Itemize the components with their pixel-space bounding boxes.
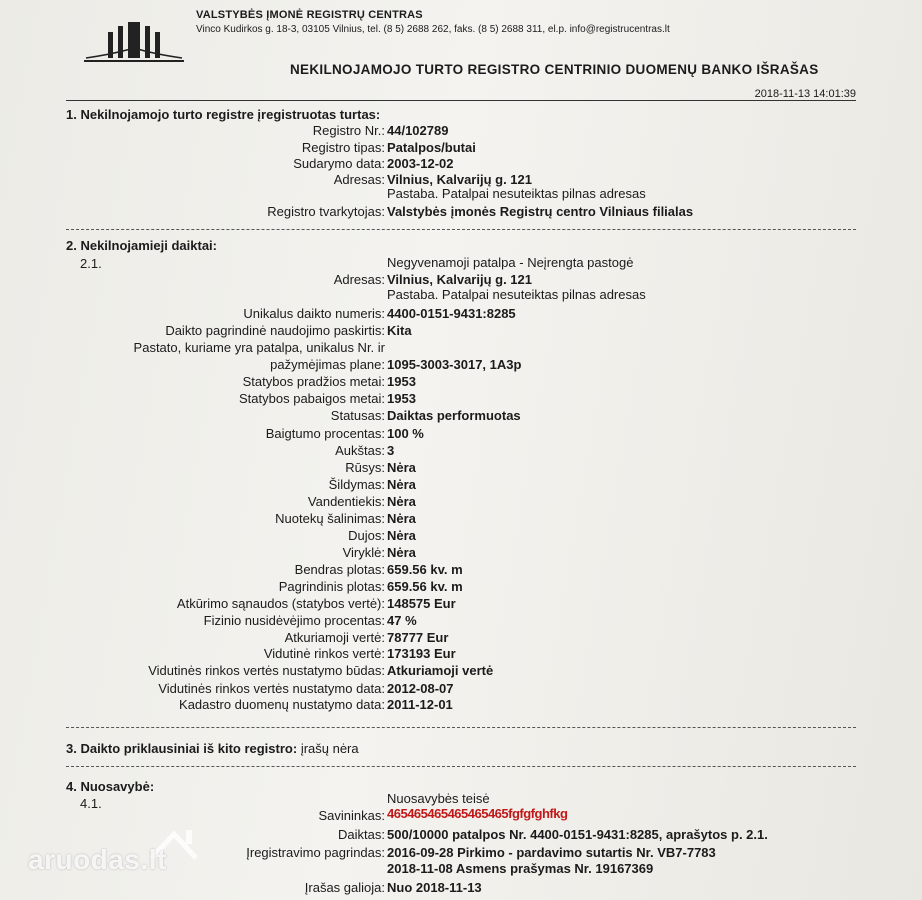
- field-row: [60, 407, 882, 424]
- field-registro-tvarkytojas: [60, 203, 882, 220]
- field-value: 148575 Eur: [387, 596, 456, 611]
- section-divider: [66, 727, 856, 728]
- field-value: Nėra: [387, 460, 416, 475]
- field-row: [60, 390, 882, 407]
- field-value: 1095-3003-3017, 1A3p: [387, 357, 522, 372]
- field-label: Kadastro duomenų nustatymo data:: [179, 697, 385, 712]
- field-label: Pagrindinis plotas:: [278, 579, 385, 594]
- field-value: 3: [387, 443, 395, 458]
- field-row: [60, 680, 882, 697]
- field-label: Registro tvarkytojas:: [267, 204, 385, 219]
- field-value: Patalpos/butai: [387, 140, 476, 155]
- field-label: Statybos pradžios metai:: [242, 374, 385, 389]
- owner-value: 465465465465465465fgfgfghfkg: [387, 806, 568, 821]
- field-value: Atkuriamoji vertė: [387, 663, 494, 678]
- field-row: [60, 459, 882, 476]
- field-label: Savininkas:: [318, 808, 385, 823]
- basis-value-2: 2018-11-08 Asmens prašymas Nr. 19167369: [387, 861, 654, 876]
- field-value: Valstybės įmonės Registrų centro Vilniaus filialas: [387, 204, 694, 219]
- field-label: Šildymas:: [328, 477, 385, 492]
- field-pastato-nr-label: [60, 339, 882, 356]
- field-label: Registro tipas:: [301, 140, 385, 155]
- field-label: Aukštas:: [335, 443, 385, 458]
- field-label: Pastato, kuriame yra patalpa, unikalus Nr. ir: [133, 340, 385, 355]
- field-value: 47 %: [387, 613, 417, 628]
- field-label: Statusas:: [330, 408, 385, 423]
- field-label: Įregistravimo pagrindas:: [246, 845, 385, 860]
- section-4-title: 4. Nuosavybė:: [66, 779, 155, 794]
- field-row: [60, 662, 882, 679]
- field-label: Atkūrimo sąnaudos (statybos vertė):: [176, 596, 385, 611]
- aruodas-watermark: aruodas.lt: [28, 844, 167, 875]
- field-registro-nr: [60, 122, 882, 139]
- field-label: pažymėjimas plane:: [270, 357, 385, 372]
- field-paskirtis: [60, 322, 882, 339]
- field-value: 173193 Eur: [387, 646, 456, 661]
- address-note: Pastaba. Patalpai nesuteiktas pilnas adresas: [387, 287, 646, 302]
- item-title: Nuosavybės teisė: [387, 791, 490, 806]
- field-value: Daiktas performuotas: [387, 408, 521, 423]
- field-registro-tipas: [60, 139, 882, 156]
- field-label: Registro Nr.:: [312, 123, 385, 138]
- field-row: [60, 476, 882, 493]
- field-row: [60, 612, 882, 629]
- section-2-title: 2. Nekilnojamieji daiktai:: [66, 238, 217, 253]
- field-value: 44/102789: [387, 123, 449, 138]
- field-value: 2011-12-01: [387, 697, 453, 712]
- field-label: Nuotekų šalinimas:: [275, 511, 385, 526]
- field-value: Kita: [387, 323, 412, 338]
- field-row: [60, 645, 882, 662]
- header-divider: [66, 100, 856, 101]
- field-unikalus-numeris: [60, 305, 882, 322]
- field-label: Viryklė:: [342, 545, 385, 560]
- field-value: 659.56 kv. m: [387, 562, 463, 577]
- field-label: Vidutinės rinkos vertės nustatymo data:: [158, 681, 385, 696]
- item-title: Negyvenamoji patalpa - Neįrengta pastogė: [387, 255, 634, 270]
- field-label: Adresas:: [333, 172, 385, 187]
- field-row: [60, 544, 882, 561]
- field-value: Nėra: [387, 528, 416, 543]
- section-3-line: [66, 741, 359, 756]
- field-value: Nėra: [387, 511, 416, 526]
- field-label: Vidutinė rinkos vertė:: [263, 646, 385, 661]
- field-row: [60, 561, 882, 578]
- extract-datetime: 2018-11-13 14:01:39: [754, 88, 856, 100]
- section-1-title: 1. Nekilnojamojo turto registre įregistruotas turtas:: [66, 107, 381, 122]
- field-value: Vilnius, Kalvarijų g. 121: [387, 272, 532, 287]
- field-value: Nėra: [387, 494, 416, 509]
- field-value: 1953: [387, 391, 416, 406]
- field-adresas: [60, 271, 882, 288]
- section-3-value: įrašų nėra: [300, 741, 359, 756]
- field-row: [60, 696, 882, 713]
- field-label: Daiktas:: [338, 827, 385, 842]
- field-value: 100 %: [387, 426, 424, 441]
- field-value: Nuo 2018-11-13: [387, 880, 482, 895]
- field-label: Daikto pagrindinė naudojimo paskirtis:: [165, 323, 385, 338]
- field-row: [60, 527, 882, 544]
- field-value: Vilnius, Kalvarijų g. 121: [387, 172, 532, 187]
- field-row: [60, 595, 882, 612]
- item-number: 2.1.: [80, 256, 102, 271]
- address-note: Pastaba. Patalpai nesuteiktas pilnas adresas: [387, 186, 646, 201]
- field-label: Bendras plotas:: [294, 562, 385, 577]
- field-value: Nėra: [387, 545, 416, 560]
- field-row: [60, 493, 882, 510]
- item-number: 4.1.: [80, 796, 102, 811]
- field-value: 2003-12-02: [387, 156, 454, 171]
- field-label: Fizinio nusidėvėjimo procentas:: [203, 613, 385, 628]
- field-value: 78777 Eur: [387, 630, 449, 645]
- org-name: VALSTYBĖS ĮMONĖ REGISTRŲ CENTRAS: [196, 9, 423, 21]
- field-label: Rūsys:: [345, 460, 385, 475]
- field-value: 659.56 kv. m: [387, 579, 463, 594]
- field-value: 2016-09-28 Pirkimo - pardavimo sutartis Nr. VB7-7783: [387, 845, 716, 860]
- document-title: NEKILNOJAMOJO TURTO REGISTRO CENTRINIO DUOMENŲ BANKO IŠRAŠAS: [290, 62, 819, 77]
- section-divider: [66, 229, 856, 230]
- section-3-title: 3. Daikto priklausiniai iš kito registro:: [66, 741, 298, 756]
- field-row: [60, 510, 882, 527]
- field-label: Statybos pabaigos metai:: [239, 391, 385, 406]
- field-label: Unikalus daikto numeris:: [243, 306, 385, 321]
- field-sudarymo-data: [60, 155, 882, 172]
- field-label: Atkuriamoji vertė:: [284, 630, 385, 645]
- field-label: Baigtumo procentas:: [265, 426, 385, 441]
- field-value: 4400-0151-9431:8285: [387, 306, 516, 321]
- field-value: 2012-08-07: [387, 681, 454, 696]
- field-value: 500/10000 patalpos Nr. 4400-0151-9431:8285, aprašytos p. 2.1.: [387, 827, 768, 842]
- field-label: Vidutinės rinkos vertės nustatymo būdas:: [148, 663, 385, 678]
- field-row: [60, 442, 882, 459]
- field-label: Dujos:: [348, 528, 385, 543]
- field-pazymejimas-plane: [60, 356, 882, 373]
- field-row: [60, 373, 882, 390]
- org-contact: Vinco Kudirkos g. 18-3, 03105 Vilnius, tel. (8 5) 2688 262, faks. (8 5) 2688 311, el.p. info@registrucentras.lt: [196, 24, 670, 35]
- section-divider: [66, 766, 856, 767]
- field-label: Vandentiekis:: [307, 494, 385, 509]
- field-row: [60, 425, 882, 442]
- registru-centras-logo-icon: [84, 18, 184, 68]
- field-label: Įrašas galioja:: [304, 880, 385, 895]
- field-label: Adresas:: [333, 272, 385, 287]
- field-row: [60, 578, 882, 595]
- field-value: 1953: [387, 374, 416, 389]
- field-value: Nėra: [387, 477, 416, 492]
- field-row: [60, 629, 882, 646]
- field-label: Sudarymo data:: [293, 156, 385, 171]
